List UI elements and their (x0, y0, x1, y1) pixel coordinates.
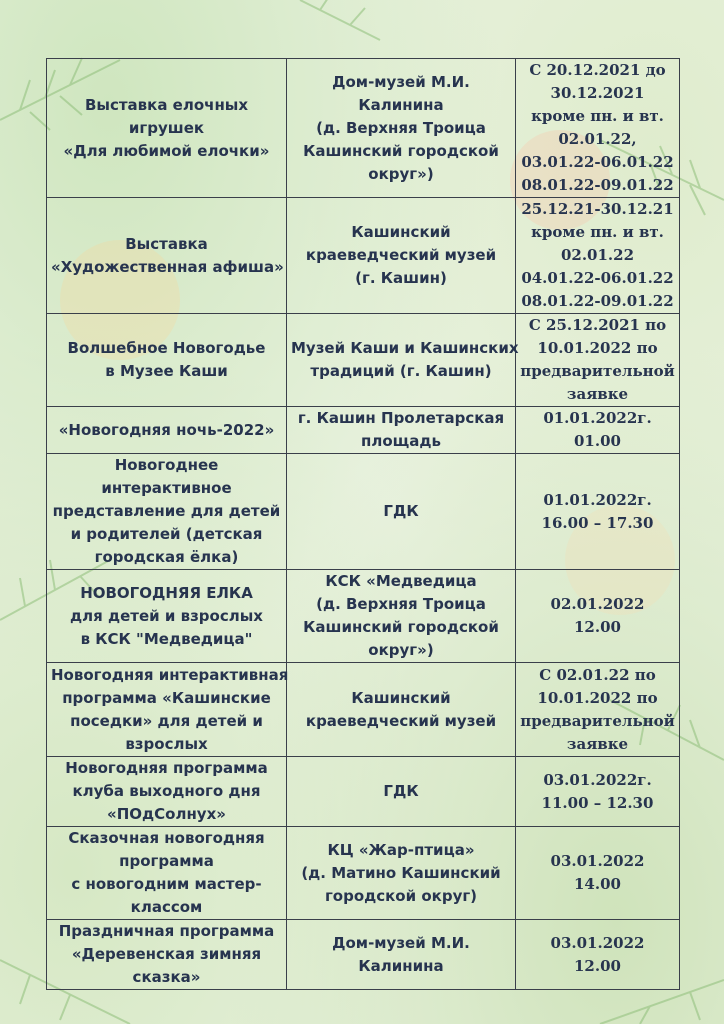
event-cell-line: классом (130, 898, 203, 916)
event-cell-line: Новогодняя интерактивная (51, 665, 289, 684)
event-cell (47, 827, 287, 920)
place-cell (287, 198, 516, 314)
event-cell-line: представление для детей (52, 502, 281, 520)
date-cell-line: 25.12.21-30.12.21 (521, 200, 674, 218)
place-cell-line: Дом-музей М.И. (332, 72, 470, 91)
date-cell (516, 407, 680, 454)
table-row (47, 570, 680, 663)
date-cell-line: 12.00 (574, 618, 621, 636)
events-table (46, 58, 680, 990)
date-cell-line: 30.12.2021 (550, 84, 645, 102)
table-row (47, 59, 680, 198)
date-cell-line: кроме пн. и вт. (531, 107, 664, 125)
event-cell (47, 454, 287, 570)
event-cell-line: Новогодняя программа (65, 759, 268, 777)
date-cell-line: 02.01.22, (558, 130, 637, 148)
table-row (47, 920, 680, 990)
place-cell-line: Кашинский (351, 688, 451, 707)
date-cell-line: 10.01.2022 по (537, 339, 658, 357)
date-cell (516, 454, 680, 570)
place-cell-line: городской округ) (324, 886, 478, 905)
event-cell-line: программа (119, 852, 214, 870)
date-cell-line: 02.01.2022 (550, 595, 645, 613)
place-cell (287, 570, 516, 663)
event-cell-line: в Музее Каши (105, 362, 228, 380)
table-row (47, 827, 680, 920)
date-cell-line: 12.00 (574, 956, 621, 975)
date-cell (516, 198, 680, 314)
event-cell-line: «ПОдСолнух» (107, 805, 226, 823)
date-cell (516, 757, 680, 827)
place-cell-line: площадь (361, 432, 441, 450)
date-cell-line: предварительной (520, 362, 675, 380)
event-cell (47, 407, 287, 454)
place-cell-line: Музей Каши и Кашинских (291, 339, 519, 357)
date-cell-line: 01.01.2022г. (543, 490, 652, 509)
place-cell (287, 59, 516, 198)
place-cell-line: КЦ «Жар-птица» (327, 840, 475, 859)
event-cell-line: «Художественная афиша» (51, 257, 284, 276)
date-cell-line: 01.01.2022г. (543, 409, 652, 427)
date-cell-line: 08.01.22-09.01.22 (521, 176, 674, 194)
event-cell-line: Сказочная новогодняя (68, 829, 265, 847)
event-cell-line: и родителей (детская (70, 525, 263, 543)
date-cell-line: предварительной (520, 711, 675, 730)
date-cell-line: 08.01.22-09.01.22 (521, 292, 674, 310)
date-cell (516, 570, 680, 663)
date-cell-line: 03.01.2022 (550, 933, 645, 952)
event-cell (47, 198, 287, 314)
event-cell-line: взрослых (125, 734, 208, 753)
date-cell-line: 03.01.22-06.01.22 (521, 153, 674, 171)
date-cell-line: 14.00 (574, 875, 621, 893)
table-row (47, 407, 680, 454)
place-cell-line: Дом-музей М.И. (332, 933, 470, 952)
event-cell (47, 663, 287, 757)
date-cell-line: 03.01.2022 (550, 852, 645, 870)
event-cell-line: игрушек (128, 118, 205, 137)
place-cell-line: КСК «Медведица (325, 572, 477, 590)
place-cell-line: Кашинский городской (303, 618, 499, 636)
event-cell-line: сказка» (132, 968, 201, 986)
event-cell-line: городская ёлка) (94, 548, 239, 566)
date-cell-line: С 02.01.22 по (539, 665, 656, 684)
place-cell (287, 827, 516, 920)
place-cell (287, 454, 516, 570)
event-cell-line: Праздничная программа (58, 922, 275, 940)
event-cell-line: Волшебное Новогодье (67, 339, 266, 357)
place-cell-line: Калинина (358, 95, 444, 114)
date-cell (516, 59, 680, 198)
place-cell-line: ГДК (383, 782, 419, 800)
event-cell-line: поседки» для детей и (70, 711, 263, 730)
date-cell (516, 827, 680, 920)
place-cell-line: (д. Верхняя Троица (316, 118, 486, 137)
date-cell-line: С 25.12.2021 по (528, 316, 667, 334)
event-cell-line: интерактивное (101, 479, 232, 497)
event-cell (47, 920, 287, 990)
place-cell (287, 314, 519, 407)
date-cell-line: С 20.12.2021 до (529, 61, 666, 79)
date-cell-line: 10.01.2022 по (537, 688, 658, 707)
event-cell (47, 59, 287, 198)
date-cell-line: 01.00 (574, 432, 621, 450)
place-cell-line: ГДК (383, 502, 419, 520)
place-cell-line: (д. Верхняя Троица (316, 595, 486, 613)
place-cell-line: округ») (368, 641, 434, 659)
date-cell (516, 663, 680, 757)
place-cell-line: (д. Матино Кашинский (301, 863, 501, 882)
place-cell-line: краеведческий музей (305, 246, 497, 264)
place-cell-line: Калинина (358, 956, 444, 975)
place-cell-line: округ») (368, 164, 434, 183)
date-cell-line: заявке (566, 734, 629, 753)
place-cell-line: (г. Кашин) (355, 269, 447, 287)
event-cell-line: Выставка елочных (84, 95, 249, 114)
event-cell-line: «Новогодняя ночь-2022» (58, 420, 275, 439)
table-row (47, 198, 680, 314)
event-cell-line: Новогоднее (114, 456, 219, 474)
event-cell-line: программа «Кашинские (62, 688, 271, 707)
date-cell-line: кроме пн. и вт. (531, 223, 664, 241)
date-cell-line: 02.01.22 (560, 246, 635, 264)
event-cell (47, 570, 287, 663)
table-row (47, 314, 680, 407)
event-cell (47, 757, 287, 827)
place-cell-line: традиций (г. Кашин) (310, 362, 492, 380)
event-cell (47, 314, 287, 407)
date-cell (516, 314, 680, 407)
date-cell-line: 11.00 – 12.30 (541, 793, 654, 812)
date-cell-line: заявке (566, 385, 629, 403)
event-cell-line: в КСК "Медведица" (80, 629, 253, 648)
event-cell-line: «Для любимой елочки» (63, 141, 270, 160)
event-cell-line: клуба выходного дня (72, 782, 261, 800)
place-cell (287, 757, 516, 827)
date-cell-line: 03.01.2022г. (543, 770, 652, 789)
date-cell (516, 920, 680, 990)
table-row (47, 757, 680, 827)
table-row (47, 663, 680, 757)
place-cell (287, 920, 516, 990)
place-cell-line: Кашинский (351, 223, 451, 241)
place-cell-line: Кашинский городской (303, 141, 499, 160)
event-cell-line: «Деревенская зимняя (71, 945, 262, 963)
event-cell-line: НОВОГОДНЯЯ ЕЛКА (80, 583, 253, 602)
place-cell (287, 663, 516, 757)
place-cell (287, 407, 516, 454)
place-cell-line: г. Кашин Пролетарская (297, 409, 505, 427)
event-cell-line: Выставка (125, 234, 208, 253)
date-cell-line: 04.01.22-06.01.22 (521, 269, 674, 287)
table-row (47, 454, 680, 570)
place-cell-line: краеведческий музей (305, 711, 497, 730)
date-cell-line: 16.00 – 17.30 (541, 513, 654, 532)
event-cell-line: с новогодним мастер- (71, 875, 262, 893)
event-cell-line: для детей и взрослых (70, 606, 263, 625)
